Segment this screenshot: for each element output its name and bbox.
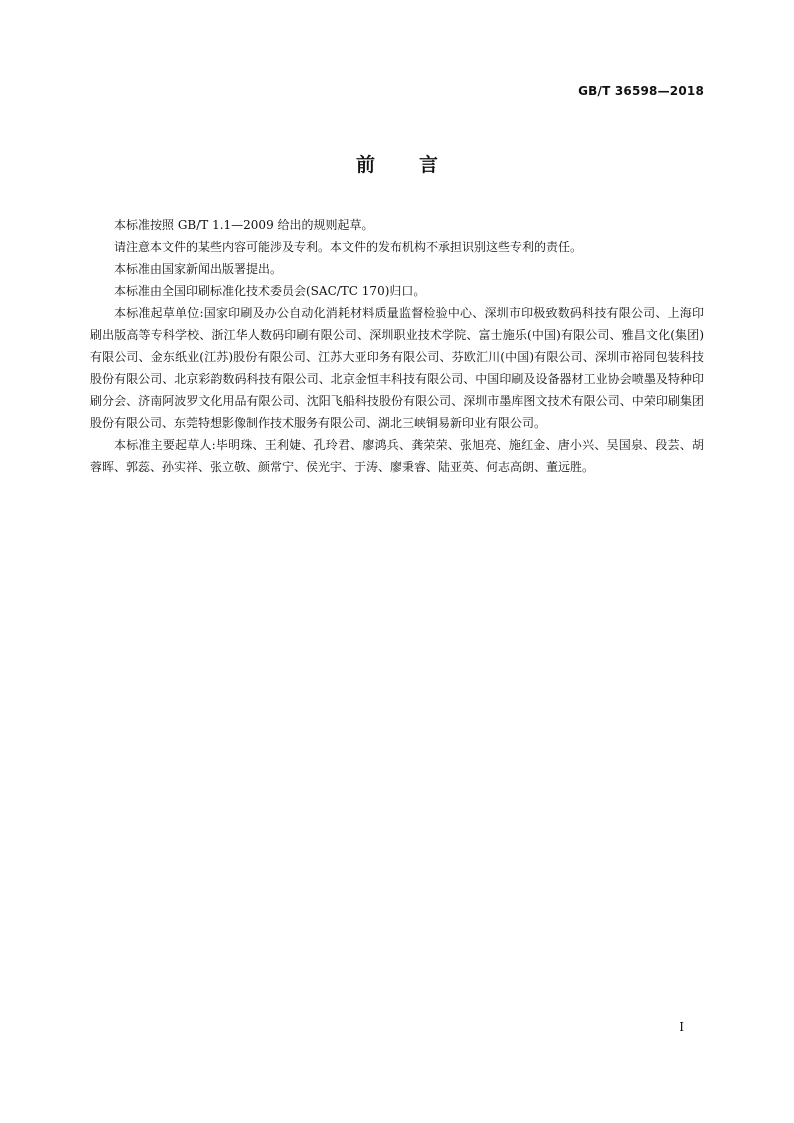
foreword-body (90, 214, 704, 478)
paragraph-drafting-units: 本标准起草单位:国家印刷及办公自动化消耗材料质量监督检验中心、深圳市印极致数码科技有限公司、上海印刷出版高等专科学校、浙江华人数码印刷有限公司、深圳职业技术学院、富士施乐(中国)有限公司、雅昌文化(集团)有限公司、金东纸业(江苏)股份有限公司、江苏大亚印务有限公司、芬欧汇川(中国)有限公司、深圳市裕同包装科技股份有限公司、北京彩韵数码科技有限公司、北京金恒丰科技有限公司、中国印刷及设备器材工业协会喷墨及特种印刷分会、济南阿波罗文化用品有限公司、沈阳飞船科技股份有限公司、深圳市墨库图文技术有限公司、中荣印刷集团股份有限公司、东莞特想影像制作技术服务有限公司、湖北三峡铜易新印业有限公司。 (90, 306, 704, 430)
standard-code: GB/T 36598—2018 (578, 84, 704, 98)
paragraph-under-jurisdiction: 本标准由全国印刷标准化技术委员会(SAC/TC 170)归口。 (114, 284, 426, 298)
paragraph-patent-notice: 请注意本文件的某些内容可能涉及专利。本文件的发布机构不承担识别这些专利的责任。 (114, 240, 583, 254)
paragraph-proposed-by: 本标准由国家新闻出版署提出。 (114, 262, 283, 276)
paragraph-main-drafters: 本标准主要起草人:毕明珠、王利婕、孔玲君、廖鸿兵、龚荣荣、张旭亮、施红金、唐小兴、吴国泉、段芸、胡蓉晖、郭蕊、孙实祥、张立敬、颜常宁、侯光宇、于涛、廖秉睿、陆亚英、何志高朗、董远胜。 (90, 438, 704, 474)
page-number: I (679, 1020, 684, 1034)
page-title: 前言 (355, 154, 482, 176)
paragraph-drafting-rules: 本标准按照 GB/T 1.1—2009 给出的规则起草。 (114, 218, 374, 232)
